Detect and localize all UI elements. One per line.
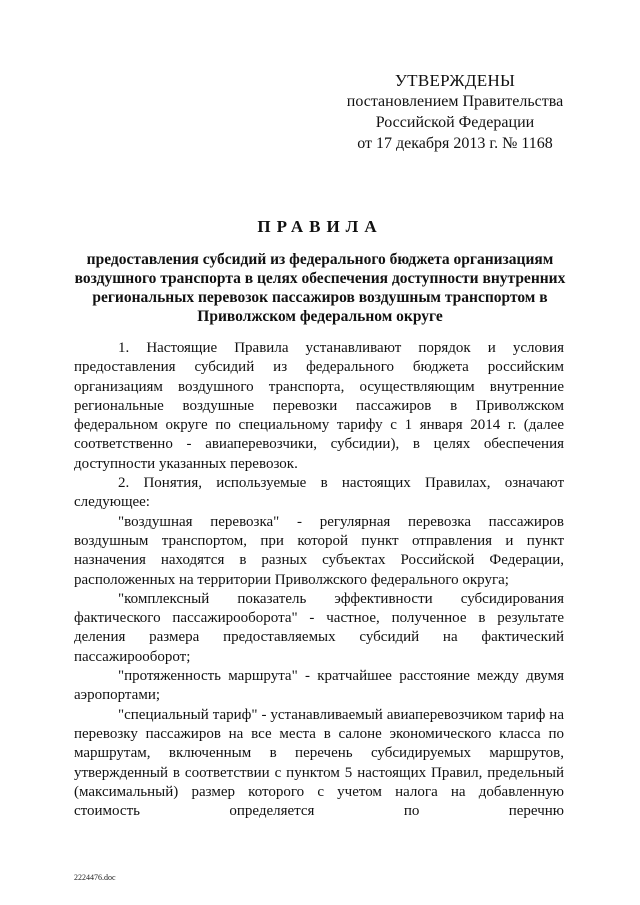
approval-line: постановлением Правительства [346, 93, 564, 110]
paragraph: "воздушная перевозка" - регулярная перевозка пассажиров воздушным транспортом, при которой пункт отправления и пункт назначения находятся в разных субъектах Российской Федерации, расположенных на территории Приволжского федерального округа; [74, 513, 564, 588]
document-subtitle: предоставления субсидий из федерального бюджета организациям воздушного транспорта в целях обеспечения доступности внутренних региональных перевозок пассажиров воздушным транспортом в Приволжском федеральном округе [74, 251, 566, 325]
approval-heading: УТВЕРЖДЕНЫ [394, 71, 516, 90]
paragraph: 1. Настоящие Правила устанавливают порядок и условия предоставления субсидий из федерального бюджета российским организациям воздушного транспорта, осуществляющим внутренние региональные воздушные перевозки пассажиров в Приволжском федеральном округе по специальному тарифу с 1 января 2014 г. (далее соответственно - авиаперевозчики, субсидии), в целях обеспечения доступности указанных перевозок. [74, 340, 564, 472]
file-name-footer: 2224476.doc [74, 873, 116, 882]
paragraph: 2. Понятия, используемые в настоящих Правилах, означают следующее: [74, 475, 564, 511]
approval-block [330, 70, 580, 154]
paragraph: "протяженность маршрута" - кратчайшее расстояние между двумя аэропортами; [74, 668, 564, 704]
approval-date: от 17 декабря 2013 г. № 1168 [357, 135, 553, 152]
approval-line: Российской Федерации [375, 114, 535, 131]
document-body [74, 339, 564, 821]
paragraph: "комплексный показатель эффективности субсидирования фактического пассажирооборота" - частное, полученное в результате деления размера предоставляемых субсидий на фактический пассажирооборот; [74, 590, 564, 665]
document-title: ПРАВИЛА [257, 217, 383, 236]
paragraph: "специальный тариф" - устанавливаемый авиаперевозчиком тариф на перевозку пассажиров на все места в салоне экономического класса по маршрутам, включенным в перечень субсидируемых маршрутов, утвержденный в соответствии с пунктом 5 настоящих Правил, предельный (максимальный) размер которого с учетом налога на добавленную стоимость определяется по перечню [74, 706, 564, 820]
